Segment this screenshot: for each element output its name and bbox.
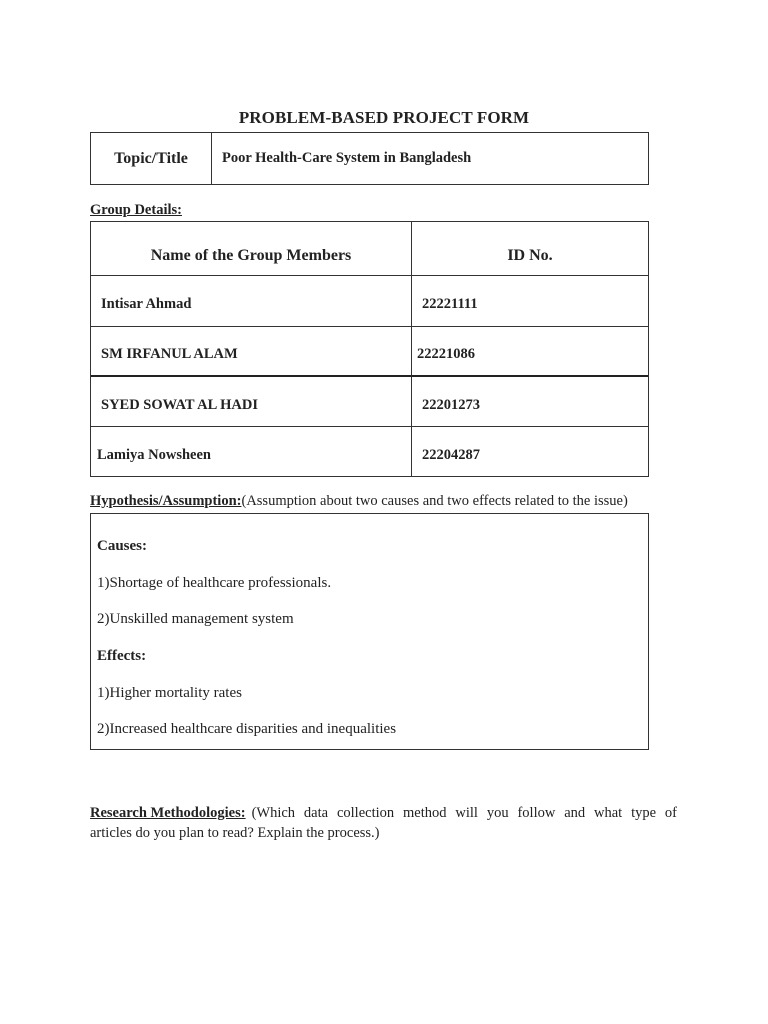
causes-heading: Causes: <box>97 538 148 554</box>
group-details-label: Group Details: <box>90 202 182 218</box>
hypothesis-line <box>90 493 628 510</box>
effects-heading: Effects: <box>97 648 147 664</box>
research-paragraph <box>90 803 677 843</box>
member-id: 22221086 <box>417 346 475 362</box>
cause-item: 2)Unskilled management system <box>97 611 294 627</box>
research-label: Research Methodologies: <box>90 805 246 821</box>
member-name: Intisar Ahmad <box>101 296 192 312</box>
effect-item: 1)Higher mortality rates <box>97 685 242 701</box>
topic-table <box>90 132 649 185</box>
hypothesis-label: Hypothesis/Assumption: <box>90 493 242 509</box>
research-description-2: articles do you plan to read? Explain the process.) <box>90 825 380 841</box>
hypothesis-box <box>90 513 649 750</box>
member-id: 22221111 <box>422 296 478 312</box>
research-description-1: (Which data collection method will you follow and what type of <box>251 805 677 821</box>
form-title: PROBLEM-BASED PROJECT FORM <box>238 108 530 127</box>
group-members-table <box>90 221 649 477</box>
member-id: 22201273 <box>422 397 480 413</box>
research-line-1 <box>90 803 677 823</box>
topic-value: Poor Health-Care System in Bangladesh <box>222 150 472 166</box>
cause-item: 1)Shortage of healthcare professionals. <box>97 575 332 591</box>
member-id: 22204287 <box>422 447 480 463</box>
header-id: ID No. <box>507 247 553 264</box>
effect-item: 2)Increased healthcare disparities and inequalities <box>97 721 397 737</box>
member-name: Lamiya Nowsheen <box>97 447 211 463</box>
topic-label: Topic/Title <box>91 133 212 184</box>
member-name: SM IRFANUL ALAM <box>101 346 238 362</box>
header-name: Name of the Group Members <box>150 247 352 264</box>
member-name: SYED SOWAT AL HADI <box>101 397 259 413</box>
hypothesis-description: (Assumption about two causes and two effects related to the issue) <box>241 493 628 509</box>
